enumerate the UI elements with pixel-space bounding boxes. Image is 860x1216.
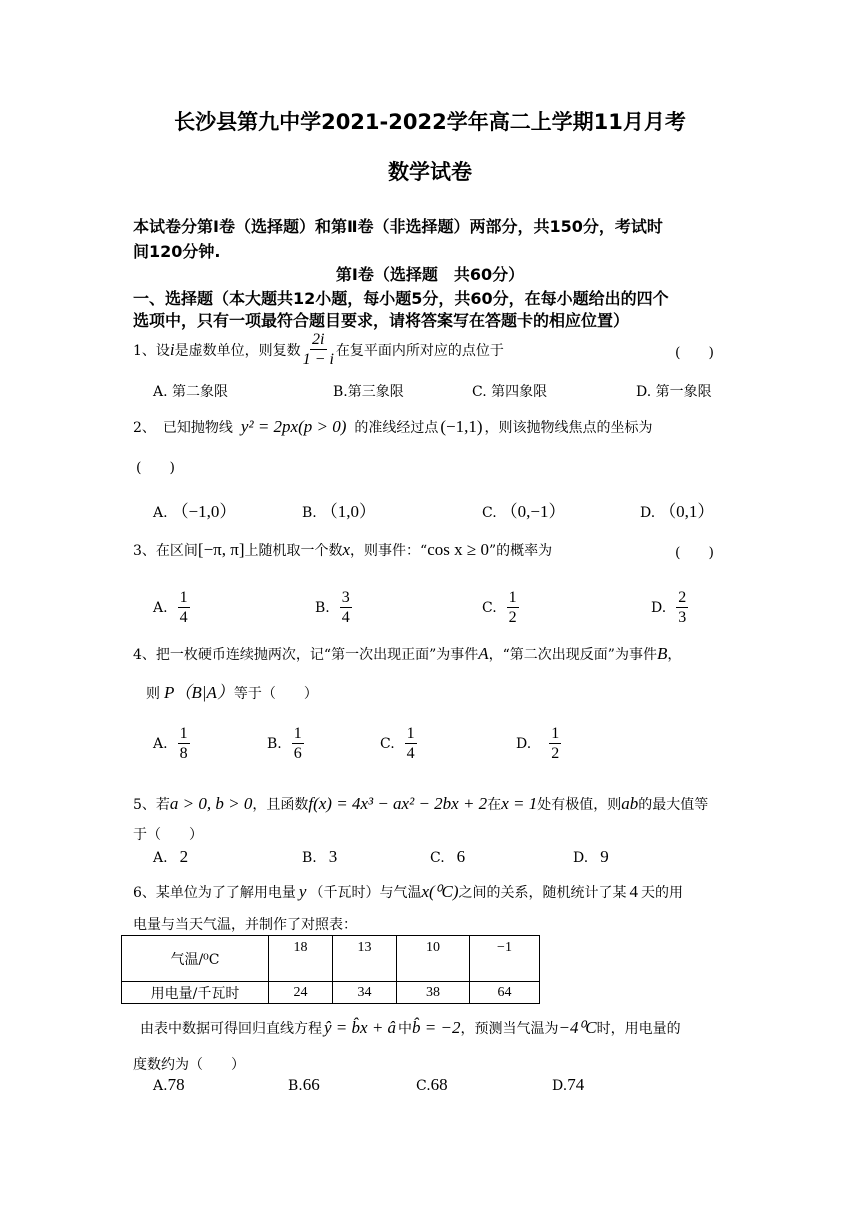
q4-text-b: ，“第二次出现反面”为事件: [488, 647, 657, 663]
q5-option-d-label: D.: [573, 850, 589, 866]
q3-option-d-num: 2: [678, 589, 687, 606]
q3-text-c: ，则事件：“: [350, 543, 428, 559]
question-2: [133, 417, 653, 437]
q5-text-b: ，且函数: [252, 797, 309, 813]
q5-function: f(x) = 4x³ − ax² − 2bx + 2: [308, 794, 488, 813]
q4-option-d: [516, 724, 561, 763]
q1-option-a: A. 第二象限: [153, 384, 229, 400]
q6-option-d: [552, 1075, 584, 1095]
q4-option-a-den: 8: [179, 745, 188, 762]
q2-option-b: [302, 497, 376, 522]
question-4-line-2: [146, 678, 318, 703]
q6-line-4: 度数约为（ ）: [133, 1057, 245, 1073]
q6-after-d: 时，用电量的: [596, 1021, 681, 1037]
q2-option-d-label: D.: [640, 505, 656, 521]
q3-event: cos x ≥ 0: [427, 540, 489, 559]
q1-text-c: 在复平面内所对应的点位于: [335, 342, 504, 359]
q3-option-b-frac: [340, 588, 352, 627]
q5-ab: ab: [621, 794, 639, 813]
q4-option-d-label: D.: [516, 735, 532, 752]
intro-line-1: 本试卷分第Ⅰ卷（选择题）和第Ⅱ卷（非选择题）两部分，共150分，考试时: [133, 217, 663, 236]
q2-option-c-label: C.: [482, 505, 497, 521]
q6-row1-cell: 18: [269, 936, 333, 982]
q6-text-a: 6、某单位为了了解用电量: [133, 885, 296, 901]
q4-option-d-num: 1: [551, 725, 560, 742]
q4-option-b-num: 1: [293, 725, 302, 742]
q3-option-c-num: 1: [508, 589, 517, 606]
question-3: [133, 540, 552, 560]
q3-option-c-den: 2: [508, 609, 517, 626]
table-row: [122, 936, 540, 982]
q4-event-b: B: [656, 644, 668, 663]
q2-option-d: [640, 497, 714, 522]
q1-text-a: 1、设: [133, 342, 170, 359]
q6-option-a-value: 78: [167, 1075, 185, 1094]
q3-interval: [−π, π]: [197, 540, 245, 559]
q6-row2-cell: 34: [333, 982, 397, 1004]
q3-option-d-label: D.: [651, 599, 667, 616]
q1-frac-den: 1 − i: [302, 351, 334, 368]
q5-option-b-label: B.: [302, 850, 317, 866]
q2-option-c: [482, 497, 566, 522]
q4-line2-b: 等于（ ）: [233, 686, 318, 702]
q3-text-a: 3、在区间: [133, 543, 198, 559]
question-6: [133, 882, 683, 902]
q5-option-c-label: C.: [430, 850, 445, 866]
q6-option-a: [153, 1075, 185, 1095]
q3-option-d: [651, 588, 688, 627]
q6-option-d-label: D.: [552, 1078, 568, 1094]
q2-option-a-value: （−1,0）: [171, 502, 237, 521]
q5-option-a-value: 2: [179, 847, 189, 866]
q6-option-c: [416, 1075, 448, 1095]
q2-option-a-label: A.: [153, 505, 168, 521]
q6-option-b-label: B.: [288, 1078, 303, 1094]
page-subtitle: 数学试卷: [388, 160, 472, 184]
q6-b-hat: b̂ = −2: [412, 1018, 461, 1037]
q3-option-a: [153, 588, 190, 627]
q5-option-a: [153, 847, 188, 867]
q6-text-c: 之间的关系，随机统计了某: [458, 885, 627, 901]
q4-option-d-den: 2: [551, 745, 560, 762]
q2-text-a: 2、 已知抛物线: [133, 420, 233, 436]
q6-option-b: [288, 1075, 320, 1095]
table-row: [122, 982, 540, 1004]
q6-days: 4: [629, 882, 638, 901]
q4-option-c-den: 4: [406, 745, 415, 762]
intro-line-2: 间120分钟.: [133, 242, 221, 261]
q5-text-a: 5、若: [133, 797, 170, 813]
q6-regression-equation: ŷ = b̂x + â: [324, 1018, 397, 1037]
q6-row2-cell: 64: [470, 982, 540, 1004]
q6-row2-cell: 38: [397, 982, 470, 1004]
q4-line2-a: 则: [146, 686, 160, 702]
question-5: [133, 794, 708, 814]
q3-option-d-den: 3: [678, 609, 687, 626]
q3-option-c: [482, 588, 519, 627]
q4-option-b: [267, 724, 304, 763]
q3-option-a-frac: [178, 588, 190, 627]
section-heading: 第Ⅰ卷（选择题 共60分）: [335, 265, 525, 284]
q5-condition: a > 0, b > 0: [169, 794, 253, 813]
section-instructions-2: 选项中，只有一项最符合题目要求，请将答案写在答题卡的相应位置）: [133, 311, 630, 330]
q4-option-b-den: 6: [293, 745, 302, 762]
q4-event-a: A: [478, 644, 489, 663]
q3-text-b: 上随机取一个数: [244, 543, 343, 559]
q3-option-a-den: 4: [179, 609, 188, 626]
q4-text-a: 4、把一枚硬币连续抛两次，记“第一次出现正面”为事件: [133, 647, 479, 663]
q4-option-d-frac: [549, 724, 561, 763]
q3-option-c-label: C.: [482, 599, 497, 616]
q5-x-value: x = 1: [501, 794, 538, 813]
q4-conditional-prob: P（B|A）: [164, 683, 234, 702]
q6-after-c: ，预测当气温为: [460, 1021, 559, 1037]
q6-temp: −4⁰C: [558, 1018, 597, 1037]
q2-option-b-value: （1,0）: [320, 502, 376, 521]
q4-option-a-num: 1: [179, 725, 188, 742]
q1-option-b: B.第三象限: [333, 384, 404, 400]
q6-option-a-label: A.: [153, 1078, 168, 1094]
q2-option-b-label: B.: [302, 505, 317, 521]
q6-after-a: 由表中数据可得回归直线方程: [140, 1021, 322, 1037]
q6-row2-label: 用电量/千瓦时: [122, 982, 269, 1004]
q3-option-c-frac: [507, 588, 519, 627]
q1-answer-paren: ( ): [675, 345, 714, 361]
q6-option-c-value: 68: [430, 1075, 448, 1094]
q5-text-e: 的最大值等: [638, 797, 709, 813]
q1-text-b: 是虚数单位，则复数: [174, 342, 301, 359]
q3-option-d-frac: [676, 588, 688, 627]
q2-option-d-value: （0,1）: [659, 502, 715, 521]
q3-option-a-label: A.: [153, 599, 168, 616]
q5-option-b: [302, 847, 337, 867]
q6-text-b: （千瓦时）与气温: [309, 885, 422, 901]
q6-row1-cell: −1: [470, 936, 540, 982]
q2-parabola: y² = 2px(p > 0): [240, 417, 347, 436]
q4-option-c-frac: [405, 724, 417, 763]
question-1: [133, 330, 504, 369]
q6-after-b: 中: [398, 1021, 413, 1037]
q2-point: (−1,1): [440, 417, 483, 436]
q6-option-b-value: 66: [302, 1075, 320, 1094]
q3-option-b-den: 4: [341, 609, 350, 626]
q1-option-d: D. 第一象限: [636, 384, 712, 400]
q4-option-b-frac: [292, 724, 304, 763]
q4-option-a: [153, 724, 190, 763]
q2-option-a: [153, 497, 236, 522]
q6-row1-label: 气温/⁰C: [122, 936, 269, 982]
q3-option-b-label: B.: [315, 599, 330, 616]
q1-var-i: i: [169, 339, 175, 359]
q3-option-a-num: 1: [179, 589, 188, 606]
q5-line-2: 于（ ）: [133, 827, 203, 843]
q6-row2-cell: 24: [269, 982, 333, 1004]
q6-var-y: y: [298, 882, 307, 901]
q4-option-c-label: C.: [380, 735, 395, 752]
q4-option-c: [380, 724, 417, 763]
q6-line-2: 电量与当天气温，并制作了对照表：: [133, 917, 357, 933]
q4-option-a-frac: [178, 724, 190, 763]
q6-regression-line: [140, 1018, 681, 1038]
question-4: [133, 644, 681, 664]
q6-row1-cell: 10: [397, 936, 470, 982]
q1-fraction: [301, 330, 336, 369]
q6-option-c-label: C.: [416, 1078, 431, 1094]
q5-option-c-value: 6: [456, 847, 466, 866]
q3-option-b-num: 3: [341, 589, 350, 606]
q5-option-b-value: 3: [328, 847, 338, 866]
q2-option-c-value: （0,−1）: [500, 502, 566, 521]
page-title: 长沙县第九中学2021-2022学年高二上学期11月月考: [174, 110, 686, 134]
q4-option-c-num: 1: [406, 725, 415, 742]
q2-text-c: ，则该抛物线焦点的坐标为: [484, 420, 653, 436]
q6-row1-cell: 13: [333, 936, 397, 982]
q3-var-x: x: [342, 540, 351, 559]
q4-text-c: ，: [667, 647, 682, 663]
q4-option-a-label: A.: [153, 735, 168, 752]
q5-option-c: [430, 847, 465, 867]
q3-answer-paren: ( ): [675, 545, 714, 561]
q5-option-a-label: A.: [153, 850, 168, 866]
q3-text-d: ”的概率为: [488, 543, 553, 559]
section-instructions-1: 一、选择题（本大题共12小题，每小题5分，共60分，在每小题给出的四个: [133, 289, 669, 308]
q3-option-b: [315, 588, 352, 627]
q6-data-table: [121, 935, 540, 1004]
q5-text-d: 处有极值，则: [537, 797, 622, 813]
q6-var-x: x(⁰C): [421, 882, 459, 901]
q2-answer-paren: ( ): [136, 460, 175, 476]
q5-text-c: 在: [487, 797, 502, 813]
q1-option-c: C. 第四象限: [472, 384, 548, 400]
q1-frac-num: 2i: [312, 331, 325, 348]
q4-option-b-label: B.: [267, 735, 282, 752]
q6-text-d: 天的用: [641, 885, 683, 901]
q5-option-d: [573, 847, 609, 867]
q6-option-d-value: 74: [567, 1075, 585, 1094]
q2-text-b: 的准线经过点: [354, 420, 439, 436]
q5-option-d-value: 9: [600, 847, 609, 866]
